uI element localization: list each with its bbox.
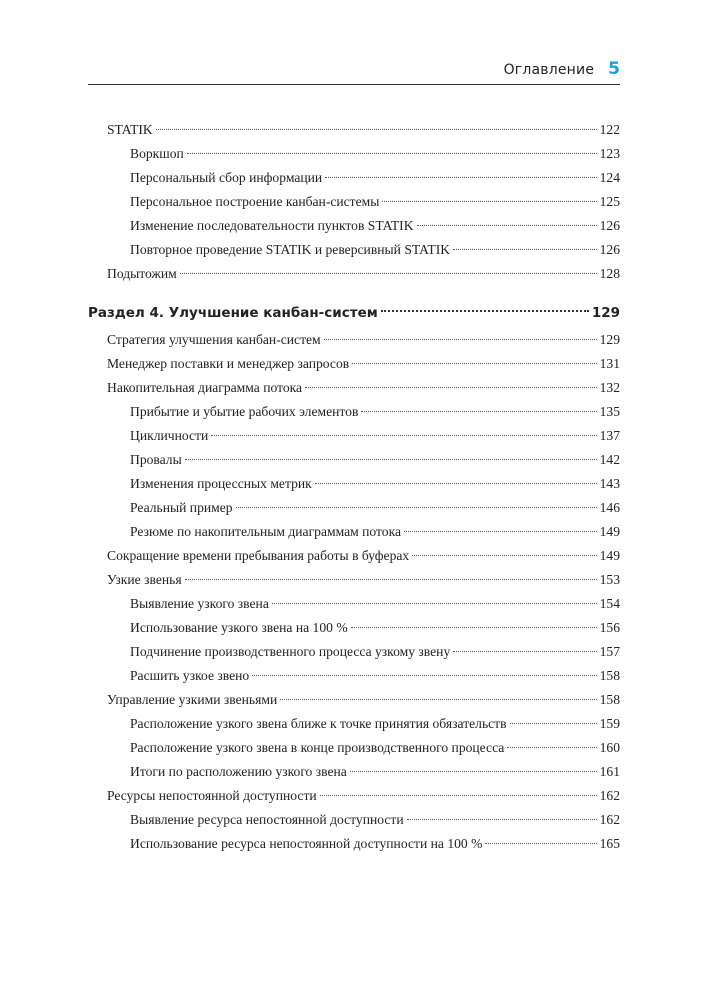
toc-entry-page: 135	[599, 404, 620, 419]
toc-entry-label: Изменения процессных метрик	[130, 476, 312, 491]
toc-entry-page: 162	[599, 812, 620, 827]
toc-entry-page: 128	[599, 266, 620, 281]
toc-entry-page: 159	[599, 716, 620, 731]
toc-entry-label: Выявление узкого звена	[130, 596, 269, 611]
toc-leader	[381, 310, 589, 312]
toc-leader	[507, 747, 596, 748]
toc-gap	[88, 286, 620, 298]
toc-leader	[350, 771, 597, 772]
toc-leader	[412, 555, 596, 556]
toc-group-2	[88, 328, 620, 856]
toc-entry-page: 146	[599, 500, 620, 515]
toc-entry[interactable]	[88, 328, 620, 352]
header-page-number: 5	[608, 59, 620, 79]
toc-leader	[280, 699, 596, 700]
toc-entry-page: 132	[599, 380, 620, 395]
toc-entry-label: Реальный пример	[130, 500, 233, 515]
toc-leader	[485, 843, 596, 844]
toc-entry-label: Накопительная диаграмма потока	[107, 380, 303, 395]
toc-entry-page: 149	[599, 548, 620, 563]
toc-leader	[351, 627, 597, 628]
toc-entry-label: Персональный сбор информации	[130, 170, 323, 185]
toc-entry-page: 125	[599, 194, 620, 209]
toc-entry-label: Выявление ресурса непостоянной доступности	[130, 812, 404, 827]
toc-entry[interactable]	[88, 352, 620, 376]
toc-entry[interactable]	[88, 592, 620, 616]
toc-leader	[320, 795, 597, 796]
toc-group-1	[88, 118, 620, 286]
toc-leader	[361, 411, 596, 412]
toc-entry-page: 165	[599, 836, 620, 851]
toc-entry[interactable]	[88, 214, 620, 238]
toc-entry[interactable]	[88, 472, 620, 496]
toc-leader	[180, 273, 597, 274]
toc-leader	[315, 483, 597, 484]
toc-leader	[236, 507, 597, 508]
toc-entry-label: Сокращение времени пребывания работы в буферах	[107, 548, 410, 563]
toc-entry[interactable]	[88, 262, 620, 286]
toc-entry-label: Управление узкими звеньями	[107, 692, 278, 707]
toc-leader	[404, 531, 597, 532]
toc-entry[interactable]	[88, 424, 620, 448]
toc-entry-page: 160	[599, 740, 620, 755]
toc-entry[interactable]	[88, 568, 620, 592]
toc-leader	[382, 201, 596, 202]
toc-entry-page: 124	[599, 170, 620, 185]
toc-entry-page: 123	[599, 146, 620, 161]
toc-entry-page: 157	[599, 644, 620, 659]
toc-entry-page: 137	[599, 428, 620, 443]
toc-entry-label: Подчинение производственного процесса узкому звену	[130, 644, 451, 659]
toc-entry-page: 143	[599, 476, 620, 491]
toc-entry-label: Изменение последовательности пунктов STATIK	[130, 218, 414, 233]
toc-entry-label: Резюме по накопительным диаграммам потока	[130, 524, 402, 539]
table-of-contents	[88, 118, 620, 856]
toc-entry[interactable]	[88, 688, 620, 712]
toc-entry-label: Стратегия улучшения канбан-систем	[107, 332, 321, 347]
toc-entry-label: Цикличности	[130, 428, 209, 443]
toc-entry[interactable]	[88, 832, 620, 856]
toc-section-label: Раздел 4. Улучшение канбан-систем	[88, 305, 378, 321]
toc-entry-label: Итоги по расположению узкого звена	[130, 764, 347, 779]
toc-entry-page: 161	[599, 764, 620, 779]
toc-leader	[305, 387, 597, 388]
toc-section-heading[interactable]	[88, 300, 620, 326]
toc-entry-page: 149	[599, 524, 620, 539]
toc-leader	[185, 459, 597, 460]
toc-entry[interactable]	[88, 118, 620, 142]
toc-entry-label: Ресурсы непостоянной доступности	[107, 788, 317, 803]
toc-leader	[352, 363, 596, 364]
toc-entry-page: 158	[599, 692, 620, 707]
toc-leader	[453, 249, 597, 250]
toc-entry-label: Расположение узкого звена в конце производственного процесса	[130, 740, 505, 755]
toc-entry-label: Повторное проведение STATIK и реверсивный STATIK	[130, 242, 451, 257]
toc-entry-label: Прибытие и убытие рабочих элементов	[130, 404, 359, 419]
toc-entry-label: Воркшоп	[130, 146, 184, 161]
toc-entry-page: 129	[599, 332, 620, 347]
toc-entry[interactable]	[88, 376, 620, 400]
toc-entry[interactable]	[88, 712, 620, 736]
toc-leader	[510, 723, 597, 724]
toc-entry[interactable]	[88, 544, 620, 568]
toc-entry[interactable]	[88, 808, 620, 832]
toc-leader	[187, 153, 597, 154]
toc-leader	[324, 339, 597, 340]
toc-entry-page: 162	[599, 788, 620, 803]
toc-entry-page: 122	[599, 122, 620, 137]
toc-leader	[185, 579, 597, 580]
toc-entry-label: STATIK	[107, 122, 153, 137]
toc-entry-label: Узкие звенья	[107, 572, 182, 587]
toc-leader	[252, 675, 596, 676]
toc-leader	[325, 177, 596, 178]
toc-leader	[272, 603, 597, 604]
toc-entry[interactable]	[88, 142, 620, 166]
toc-entry-page: 158	[599, 668, 620, 683]
toc-entry-page: 156	[599, 620, 620, 635]
toc-entry[interactable]	[88, 784, 620, 808]
toc-leader	[453, 651, 596, 652]
toc-entry[interactable]	[88, 664, 620, 688]
toc-entry-label: Провалы	[130, 452, 182, 467]
toc-entry-label: Использование узкого звена на 100 %	[130, 620, 348, 635]
toc-entry[interactable]	[88, 496, 620, 520]
toc-entry[interactable]	[88, 520, 620, 544]
toc-leader	[156, 129, 597, 130]
toc-entry[interactable]	[88, 616, 620, 640]
toc-entry-label: Расположение узкого звена ближе к точке принятия обязательств	[130, 716, 507, 731]
toc-section-page: 129	[591, 305, 620, 321]
toc-entry[interactable]	[88, 448, 620, 472]
toc-entry-label: Подытожим	[107, 266, 177, 281]
toc-entry-label: Расшить узкое звено	[130, 668, 250, 683]
toc-entry-label: Менеджер поставки и менеджер запросов	[107, 356, 350, 371]
toc-entry[interactable]	[88, 760, 620, 784]
toc-entry-label: Использование ресурса непостоянной доступности на 100 %	[130, 836, 483, 851]
toc-leader	[407, 819, 597, 820]
toc-entry[interactable]	[88, 166, 620, 190]
header-title: Оглавление	[503, 62, 595, 78]
toc-leader	[417, 225, 597, 226]
toc-entry[interactable]	[88, 640, 620, 664]
toc-entry[interactable]	[88, 736, 620, 760]
toc-entry-page: 153	[599, 572, 620, 587]
running-header	[88, 58, 620, 85]
toc-entry-page: 126	[599, 242, 620, 257]
toc-entry[interactable]	[88, 400, 620, 424]
toc-entry[interactable]	[88, 190, 620, 214]
toc-entry-page: 126	[599, 218, 620, 233]
toc-entry-page: 154	[599, 596, 620, 611]
toc-entry[interactable]	[88, 238, 620, 262]
toc-leader	[211, 435, 596, 436]
toc-entry-page: 142	[599, 452, 620, 467]
toc-entry-label: Персональное построение канбан-системы	[130, 194, 380, 209]
toc-entry-page: 131	[599, 356, 620, 371]
